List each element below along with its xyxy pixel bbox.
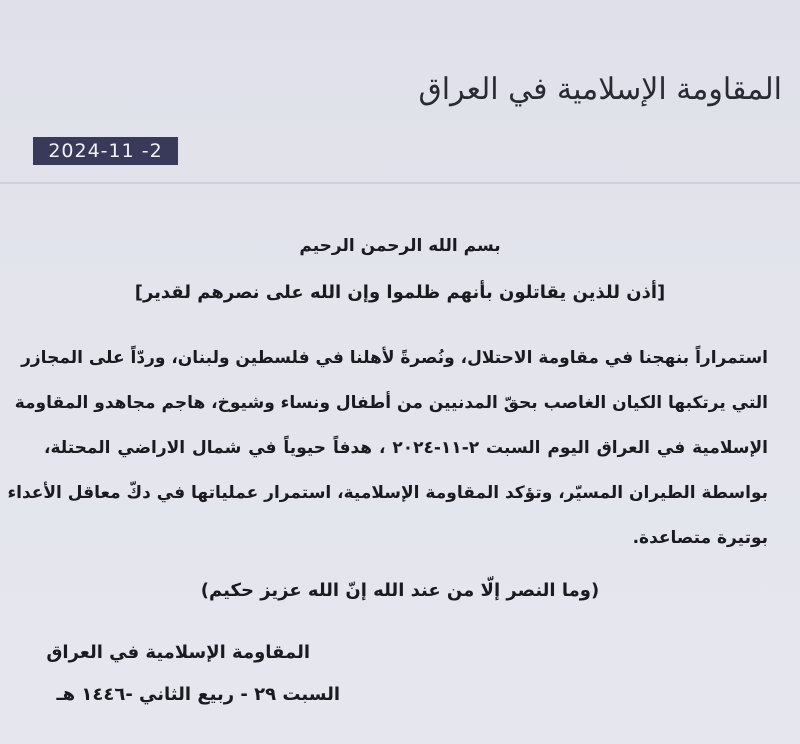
paragraph-line: الإسلامية في العراق اليوم السبت ٢-١١-٢٠٢٤ ، هدفاً حيوياً في شمال الاراضي المحتلة، — [44, 438, 768, 458]
paragraph-line: التي يرتكبها الكيان الغاصب بحقّ المدنيين من أطفال ونساء وشيوخ، هاجم مجاهدو المقاومة — [14, 393, 768, 413]
basmala: بسم الله الرحمن الرحيم — [299, 236, 501, 256]
date-badge: 2024-11 -2 — [33, 137, 178, 165]
divider — [0, 182, 800, 184]
opening-verse: [أذن للذين يقاتلون بأنهم ظلموا وإن الله على نصرهم لقدير] — [134, 282, 666, 303]
header-logo: المقاومة الإسلامية في العراق — [418, 72, 782, 107]
signature-org: المقاومة الإسلامية في العراق — [46, 642, 310, 663]
paragraph-line: استمراراً بنهجنا في مقاومة الاحتلال، ونُصرةً لأهلنا في فلسطين ولبنان، وردّاً على المجازر — [21, 348, 768, 368]
statement-paragraph — [7, 336, 768, 561]
signature-date: السبت ٢٩ - ربيع الثاني -١٤٤٦ هـ — [56, 684, 340, 705]
paragraph-line: بواسطة الطيران المسيّر، وتؤكد المقاومة الإسلامية، استمرار عملياتها في دكّ معاقل الأعداء — [7, 483, 768, 503]
paragraph-line: بوتيرة متصاعدة. — [632, 528, 768, 548]
closing-verse: (وما النصر إلّا من عند الله إنّ الله عزيز حكيم) — [200, 580, 600, 601]
